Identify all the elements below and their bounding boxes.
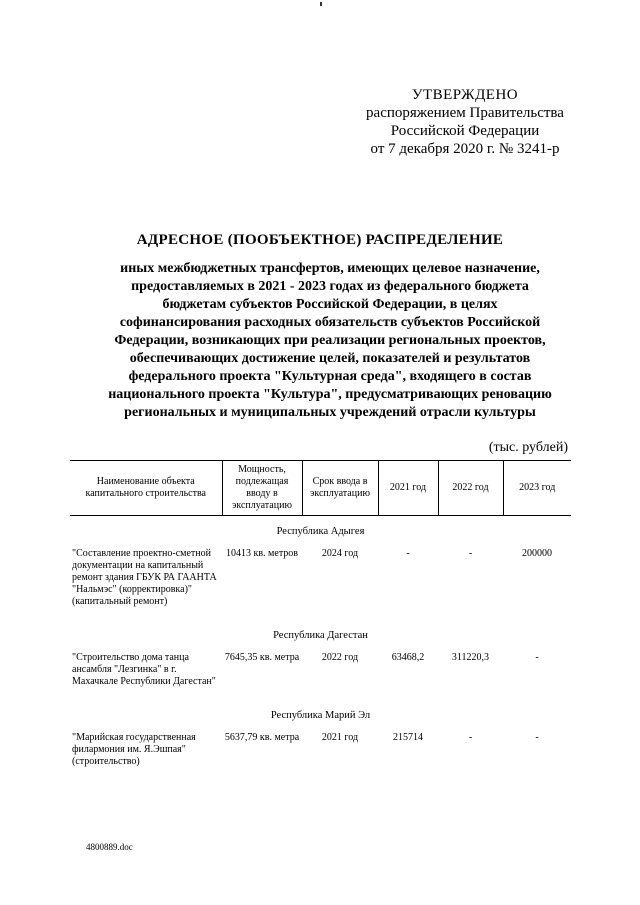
units-label: (тыс. рублей) <box>488 440 568 455</box>
object-term: 2022 год <box>321 652 359 663</box>
page-top-mark <box>320 2 322 6</box>
value-2022: - <box>468 732 473 743</box>
header-2023: 2023 год <box>503 461 571 516</box>
subtitle-line: бюджетам субъектов Российской Федерации, в целях <box>162 297 498 312</box>
approval-line-1: распоряжением Правительства <box>366 105 564 121</box>
subtitle-line: национального проекта "Культура", предусматривающих реновацию <box>108 387 552 402</box>
subtitle-line: обеспечивающих достижение целей, показателей и результатов <box>129 351 531 366</box>
header-name: Наименование объекта капитального строительства <box>70 461 222 516</box>
header-term: Срок ввода в эксплуатацию <box>302 461 378 516</box>
table-header-row <box>70 461 571 516</box>
object-term: 2021 год <box>321 732 359 743</box>
subtitle-line: Федерации, возникающих при реализации региональных проектов, <box>114 333 546 348</box>
subtitle-line: федерального проекта "Культурная среда", входящего в состав <box>128 369 532 384</box>
table-row <box>70 548 571 620</box>
value-2022: 311220,3 <box>451 652 490 663</box>
document-title: АДРЕСНОЕ (ПООБЪЕКТНОЕ) РАСПРЕДЕЛЕНИЕ <box>136 232 504 248</box>
object-term: 2024 год <box>321 548 359 559</box>
header-capacity: Мощность, подлежащая вводу в эксплуатацию <box>222 461 302 516</box>
object-capacity: 5637,79 кв. метра <box>224 732 300 743</box>
object-capacity: 7645,35 кв. метра <box>224 652 300 663</box>
subtitle-line: иных межбюджетных трансфертов, имеющих целевое назначение, <box>120 261 540 276</box>
subtitle-line: региональных и муниципальных учреждений отрасли культуры <box>124 405 536 420</box>
value-2023: 200000 <box>522 548 552 559</box>
approval-line-3: от 7 декабря 2020 г. № 3241-р <box>370 141 560 157</box>
region-row <box>70 700 571 732</box>
value-2021: 63468,2 <box>391 652 425 663</box>
subtitle-line: софинансирования расходных обязательств субъектов Российской <box>119 315 541 330</box>
object-name: "Составление проектно-сметной документации на капитальный ремонт здания ГБУК РА ГААНТА "Нальмэс" (корректировка)" (капитальный ремонт) <box>72 548 217 607</box>
table-row <box>70 652 571 700</box>
file-reference: 4800889.doc <box>86 842 133 852</box>
document-subtitle <box>80 260 580 422</box>
approval-line-2: Российской Федерации <box>390 123 540 139</box>
table-row <box>70 732 571 780</box>
object-name: "Марийская государственная филармония им. Я.Эшпая" (строительство) <box>72 732 196 767</box>
value-2021: 215714 <box>393 732 423 743</box>
approval-stamp: УТВЕРЖДЕНО <box>411 87 519 103</box>
region-row <box>70 620 571 652</box>
value-2022: - <box>468 548 473 559</box>
value-2023: - <box>535 652 539 663</box>
header-2021: 2021 год <box>378 461 438 516</box>
object-name: "Строительство дома танца ансамбля "Лезгинка" в г. Махачкале Республики Дагестан" <box>72 652 216 687</box>
subtitle-line: предоставляемых в 2021 - 2023 годах из федерального бюджета <box>131 279 529 294</box>
region-name: Республика Марий Эл <box>270 710 371 721</box>
region-name: Республика Дагестан <box>273 630 368 641</box>
object-capacity: 10413 кв. метров <box>225 548 299 559</box>
header-2022: 2022 год <box>438 461 503 516</box>
value-2021: - <box>406 548 410 559</box>
distribution-table <box>70 460 571 780</box>
region-row <box>70 516 571 549</box>
value-2023: - <box>535 732 539 743</box>
approval-block <box>360 86 570 158</box>
region-name: Республика Адыгея <box>276 526 365 537</box>
